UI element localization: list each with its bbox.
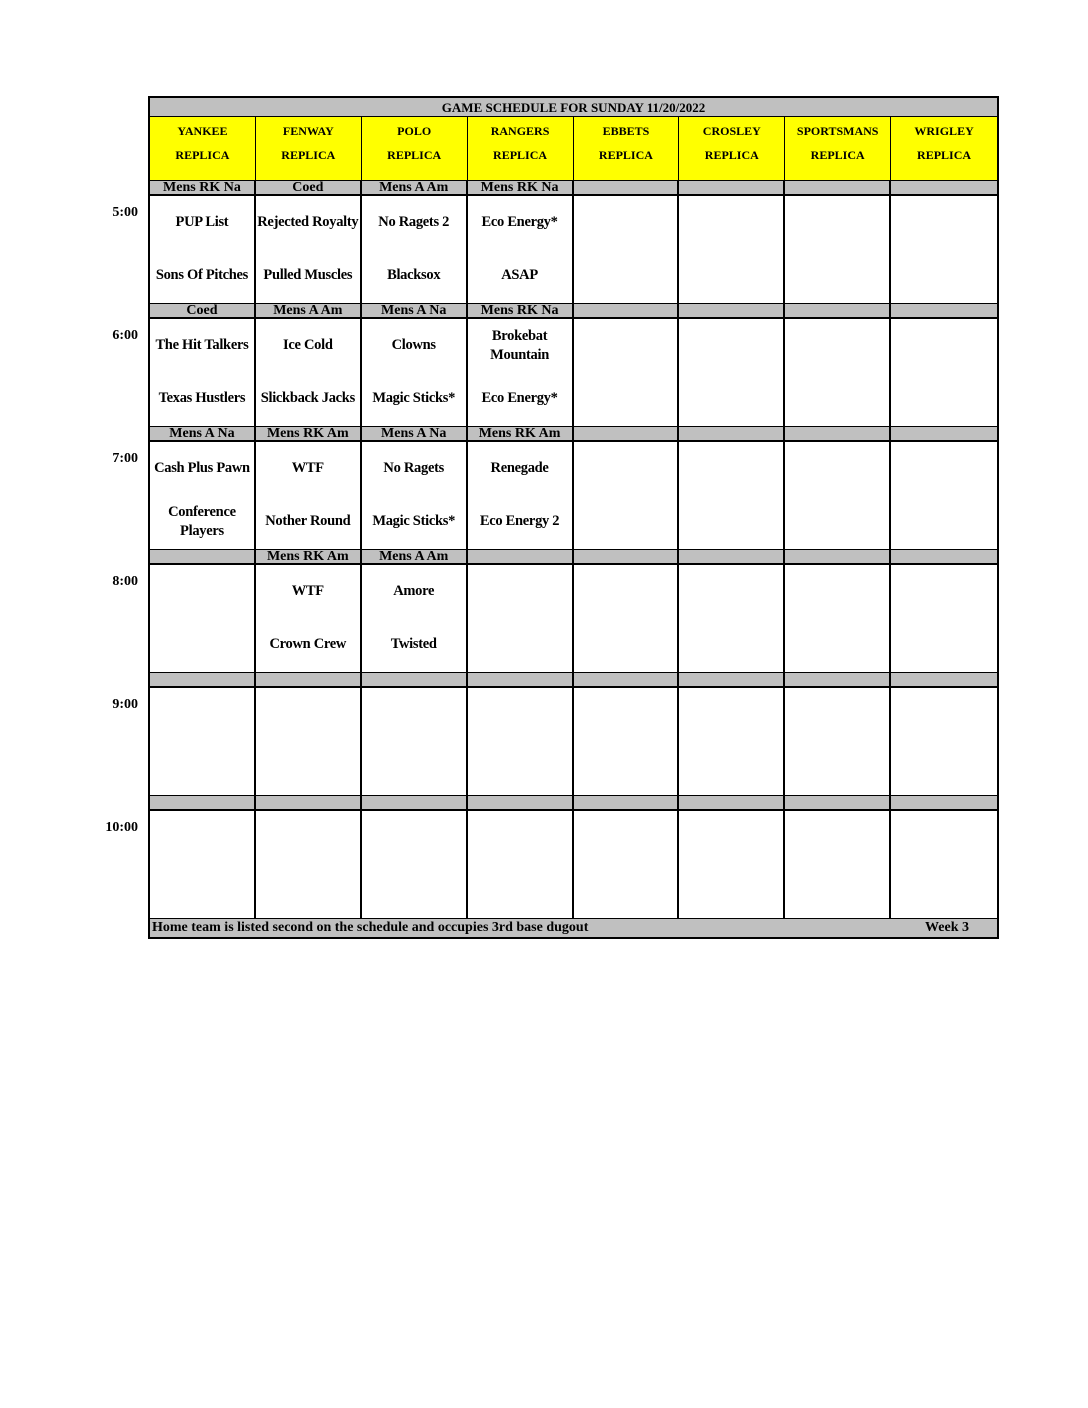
- home-team: Conference Players: [168, 503, 236, 539]
- game-cell: [468, 688, 574, 795]
- away-team: [574, 442, 678, 495]
- game-cell: [679, 565, 785, 672]
- time-slots: [105, 180, 999, 918]
- away-team: [150, 811, 254, 864]
- game-cell: [891, 442, 997, 549]
- game-cell: [362, 442, 468, 549]
- field-header: [150, 117, 256, 180]
- field-header: [362, 117, 468, 180]
- division-label: Mens RK Na: [150, 181, 256, 194]
- game-cell: [468, 565, 574, 672]
- game-cell: [362, 565, 468, 672]
- away-team: [468, 811, 572, 864]
- time-slot: [112, 426, 999, 549]
- game-cell: [574, 565, 680, 672]
- game-cell: [256, 688, 362, 795]
- time-slot: [112, 672, 999, 795]
- home-team: [679, 618, 783, 671]
- home-team: Eco Energy 2: [479, 513, 560, 529]
- field-name: WRIGLEY: [914, 124, 974, 138]
- division-label: [256, 796, 362, 809]
- field-type: REPLICA: [598, 148, 653, 162]
- time-label: 10:00: [105, 820, 138, 835]
- field-name: SPORTSMANS: [796, 124, 879, 138]
- division-label: Mens RK Na: [468, 304, 574, 317]
- game-cell: [785, 319, 891, 426]
- home-team: [574, 495, 678, 548]
- field-type: REPLICA: [704, 148, 759, 162]
- division-label: Mens A Na: [362, 304, 468, 317]
- away-team: [574, 565, 678, 618]
- game-cell: [468, 442, 574, 549]
- division-label: [150, 673, 256, 686]
- field-type: REPLICA: [387, 148, 442, 162]
- away-team: [679, 688, 783, 741]
- game-cell: [362, 688, 468, 795]
- game-cell: [891, 319, 997, 426]
- game-cell: [468, 196, 574, 303]
- division-label: [679, 304, 785, 317]
- game-cell: [150, 442, 256, 549]
- division-label: [785, 673, 891, 686]
- division-row: [148, 549, 999, 565]
- division-label: [150, 550, 256, 563]
- away-team: The Hit Talkers: [155, 337, 249, 353]
- home-team: [785, 372, 889, 425]
- field-header: [468, 117, 574, 180]
- time-label: 5:00: [112, 205, 138, 220]
- home-team: [891, 249, 997, 302]
- division-label: Mens RK Am: [256, 427, 362, 440]
- home-team: Texas Hustlers: [158, 390, 246, 406]
- division-label: [150, 796, 256, 809]
- field-name: FENWAY: [282, 124, 334, 138]
- away-team: No Ragets: [383, 460, 444, 476]
- division-label: Mens A Na: [150, 427, 256, 440]
- division-label: [468, 550, 574, 563]
- game-row: [148, 688, 999, 795]
- schedule-title: GAME SCHEDULE FOR SUNDAY 11/20/2022: [148, 96, 999, 117]
- game-cell: [785, 196, 891, 303]
- home-team: Nother Round: [265, 513, 351, 529]
- time-label: 9:00: [112, 697, 138, 712]
- away-team: [679, 196, 783, 249]
- away-team: WTF: [291, 460, 324, 476]
- game-cell: [256, 319, 362, 426]
- home-team: [785, 618, 889, 671]
- time-slot: [112, 303, 999, 426]
- game-cell: [362, 811, 468, 918]
- game-cell: [574, 196, 680, 303]
- game-cell: [150, 565, 256, 672]
- division-label: Mens A Am: [362, 550, 468, 563]
- away-team: [891, 442, 997, 495]
- away-team: [468, 688, 572, 741]
- division-row: [148, 426, 999, 442]
- home-team: [679, 249, 783, 302]
- game-cell: [256, 196, 362, 303]
- schedule-sheet: [105, 96, 999, 939]
- division-label: Mens RK Na: [468, 181, 574, 194]
- division-label: [256, 673, 362, 686]
- game-cell: [150, 319, 256, 426]
- field-header: [891, 117, 997, 180]
- away-team: [574, 196, 678, 249]
- time-label: 7:00: [112, 451, 138, 466]
- away-team: [785, 688, 889, 741]
- home-team: Magic Sticks*: [372, 513, 456, 529]
- field-type: REPLICA: [281, 148, 336, 162]
- away-team: [891, 811, 997, 864]
- game-cell: [679, 196, 785, 303]
- game-cell: [785, 565, 891, 672]
- schedule-footer: [148, 918, 999, 939]
- game-cell: [891, 565, 997, 672]
- home-team: [574, 741, 678, 794]
- game-cell: [362, 196, 468, 303]
- home-team: [891, 372, 997, 425]
- away-team: WTF: [291, 583, 324, 599]
- division-label: [891, 673, 997, 686]
- game-row: [148, 319, 999, 426]
- division-label: [891, 181, 997, 194]
- game-cell: [574, 688, 680, 795]
- away-team: [785, 811, 889, 864]
- game-row: [148, 196, 999, 303]
- division-row: [148, 672, 999, 688]
- away-team: [679, 811, 783, 864]
- game-row: [148, 811, 999, 918]
- away-team: Rejected Royalty: [257, 214, 359, 230]
- home-team: [468, 741, 572, 794]
- home-team: [891, 864, 997, 917]
- time-label: 6:00: [112, 328, 138, 343]
- division-label: Mens A Am: [256, 304, 362, 317]
- game-cell: [468, 319, 574, 426]
- division-label: Mens RK Am: [468, 427, 574, 440]
- home-team: [679, 372, 783, 425]
- home-team: [150, 741, 254, 794]
- home-team: [891, 495, 997, 548]
- away-team: [256, 811, 360, 864]
- division-label: Coed: [256, 181, 362, 194]
- division-label: [574, 427, 680, 440]
- division-row: [148, 180, 999, 196]
- game-cell: [891, 196, 997, 303]
- division-label: [362, 796, 468, 809]
- division-label: Coed: [150, 304, 256, 317]
- division-label: [785, 427, 891, 440]
- field-header: [679, 117, 785, 180]
- away-team: [891, 688, 997, 741]
- game-cell: [256, 811, 362, 918]
- game-cell: [150, 811, 256, 918]
- game-cell: [679, 811, 785, 918]
- time-slot: [112, 549, 999, 672]
- division-label: [679, 796, 785, 809]
- field-type: REPLICA: [810, 148, 865, 162]
- away-team: [256, 688, 360, 741]
- division-label: [785, 304, 891, 317]
- away-team: No Ragets 2: [378, 214, 450, 230]
- home-team: [785, 495, 889, 548]
- division-row: [148, 303, 999, 319]
- home-team: Eco Energy*: [481, 390, 558, 406]
- field-header: [785, 117, 891, 180]
- game-cell: [574, 319, 680, 426]
- home-team: Magic Sticks*: [372, 390, 456, 406]
- home-team: Pulled Muscles: [263, 267, 353, 283]
- home-team: [891, 618, 997, 671]
- division-label: [785, 796, 891, 809]
- away-team: [362, 688, 466, 741]
- game-cell: [150, 196, 256, 303]
- away-team: Amore: [393, 583, 435, 599]
- field-header: [574, 117, 680, 180]
- division-label: Mens RK Am: [256, 550, 362, 563]
- division-label: [679, 673, 785, 686]
- division-label: [679, 181, 785, 194]
- home-team: [679, 741, 783, 794]
- away-team: [150, 565, 254, 618]
- home-team-note: Home team is listed second on the schedule and occupies 3rd base dugout: [152, 920, 589, 935]
- away-team: [891, 319, 997, 372]
- away-team: [785, 442, 889, 495]
- field-name: EBBETS: [602, 124, 650, 138]
- home-team: [150, 618, 254, 671]
- game-cell: [574, 811, 680, 918]
- home-team: [574, 249, 678, 302]
- away-team: [679, 442, 783, 495]
- division-label: Mens A Na: [362, 427, 468, 440]
- division-label: [785, 550, 891, 563]
- game-cell: [679, 442, 785, 549]
- away-team: [574, 688, 678, 741]
- division-label: [574, 304, 680, 317]
- home-team: [785, 741, 889, 794]
- away-team: Cash Plus Pawn: [154, 460, 250, 476]
- division-label: [891, 427, 997, 440]
- field-type: REPLICA: [493, 148, 548, 162]
- division-label: [785, 181, 891, 194]
- home-team: [362, 741, 466, 794]
- game-cell: [679, 688, 785, 795]
- home-team: [574, 618, 678, 671]
- away-team: [362, 811, 466, 864]
- away-team: [468, 565, 572, 618]
- game-row: [148, 442, 999, 549]
- game-cell: [785, 442, 891, 549]
- game-cell: [150, 688, 256, 795]
- home-team: [256, 864, 360, 917]
- home-team: [679, 864, 783, 917]
- away-team: PUP List: [175, 214, 229, 230]
- division-label: [679, 427, 785, 440]
- division-label: Mens A Am: [362, 181, 468, 194]
- home-team: ASAP: [501, 267, 538, 283]
- away-team: [785, 565, 889, 618]
- away-team: Renegade: [490, 460, 549, 476]
- game-cell: [362, 319, 468, 426]
- away-team: Eco Energy*: [481, 214, 558, 230]
- field-name: YANKEE: [177, 124, 228, 138]
- game-cell: [574, 442, 680, 549]
- home-team: Sons Of Pitches: [155, 267, 249, 283]
- division-label: [468, 796, 574, 809]
- away-team: Ice Cold: [283, 337, 333, 353]
- home-team: [468, 618, 572, 671]
- field-header-row: [148, 117, 999, 180]
- home-team: [679, 495, 783, 548]
- game-cell: [785, 688, 891, 795]
- game-cell: [785, 811, 891, 918]
- division-label: [468, 673, 574, 686]
- division-label: [574, 796, 680, 809]
- away-team: Brokebat Mountain: [490, 327, 549, 363]
- field-name: RANGERS: [490, 124, 550, 138]
- game-cell: [256, 442, 362, 549]
- game-cell: [256, 565, 362, 672]
- home-team: [150, 864, 254, 917]
- division-label: [574, 673, 680, 686]
- time-label: 8:00: [112, 574, 138, 589]
- game-cell: [679, 319, 785, 426]
- game-cell: [891, 811, 997, 918]
- division-label: [574, 550, 680, 563]
- field-name: CROSLEY: [702, 124, 761, 138]
- home-team: [468, 864, 572, 917]
- game-cell: [891, 688, 997, 795]
- division-label: [891, 796, 997, 809]
- field-name: POLO: [397, 124, 432, 138]
- game-row: [148, 565, 999, 672]
- home-team: Crown Crew: [269, 636, 347, 652]
- away-team: [679, 565, 783, 618]
- home-team: [785, 864, 889, 917]
- away-team: [574, 811, 678, 864]
- home-team: Twisted: [390, 636, 437, 652]
- home-team: [891, 741, 997, 794]
- home-team: Slickback Jacks: [260, 390, 355, 406]
- field-type: REPLICA: [175, 148, 230, 162]
- home-team: [574, 864, 678, 917]
- away-team: [574, 319, 678, 372]
- home-team: [785, 249, 889, 302]
- home-team: [362, 864, 466, 917]
- division-row: [148, 795, 999, 811]
- game-cell: [468, 811, 574, 918]
- away-team: [150, 688, 254, 741]
- home-team: Blacksox: [387, 267, 441, 283]
- away-team: [891, 196, 997, 249]
- time-slot: [112, 180, 999, 303]
- time-slot: [105, 795, 999, 918]
- away-team: Clowns: [391, 337, 436, 353]
- division-label: [574, 181, 680, 194]
- field-type: REPLICA: [917, 148, 972, 162]
- away-team: [785, 196, 889, 249]
- week-label: Week 3: [925, 920, 969, 935]
- away-team: [785, 319, 889, 372]
- field-header: [256, 117, 362, 180]
- away-team: [891, 565, 997, 618]
- division-label: [679, 550, 785, 563]
- away-team: [679, 319, 783, 372]
- division-label: [891, 550, 997, 563]
- home-team: [574, 372, 678, 425]
- division-label: [891, 304, 997, 317]
- home-team: [256, 741, 360, 794]
- division-label: [362, 673, 468, 686]
